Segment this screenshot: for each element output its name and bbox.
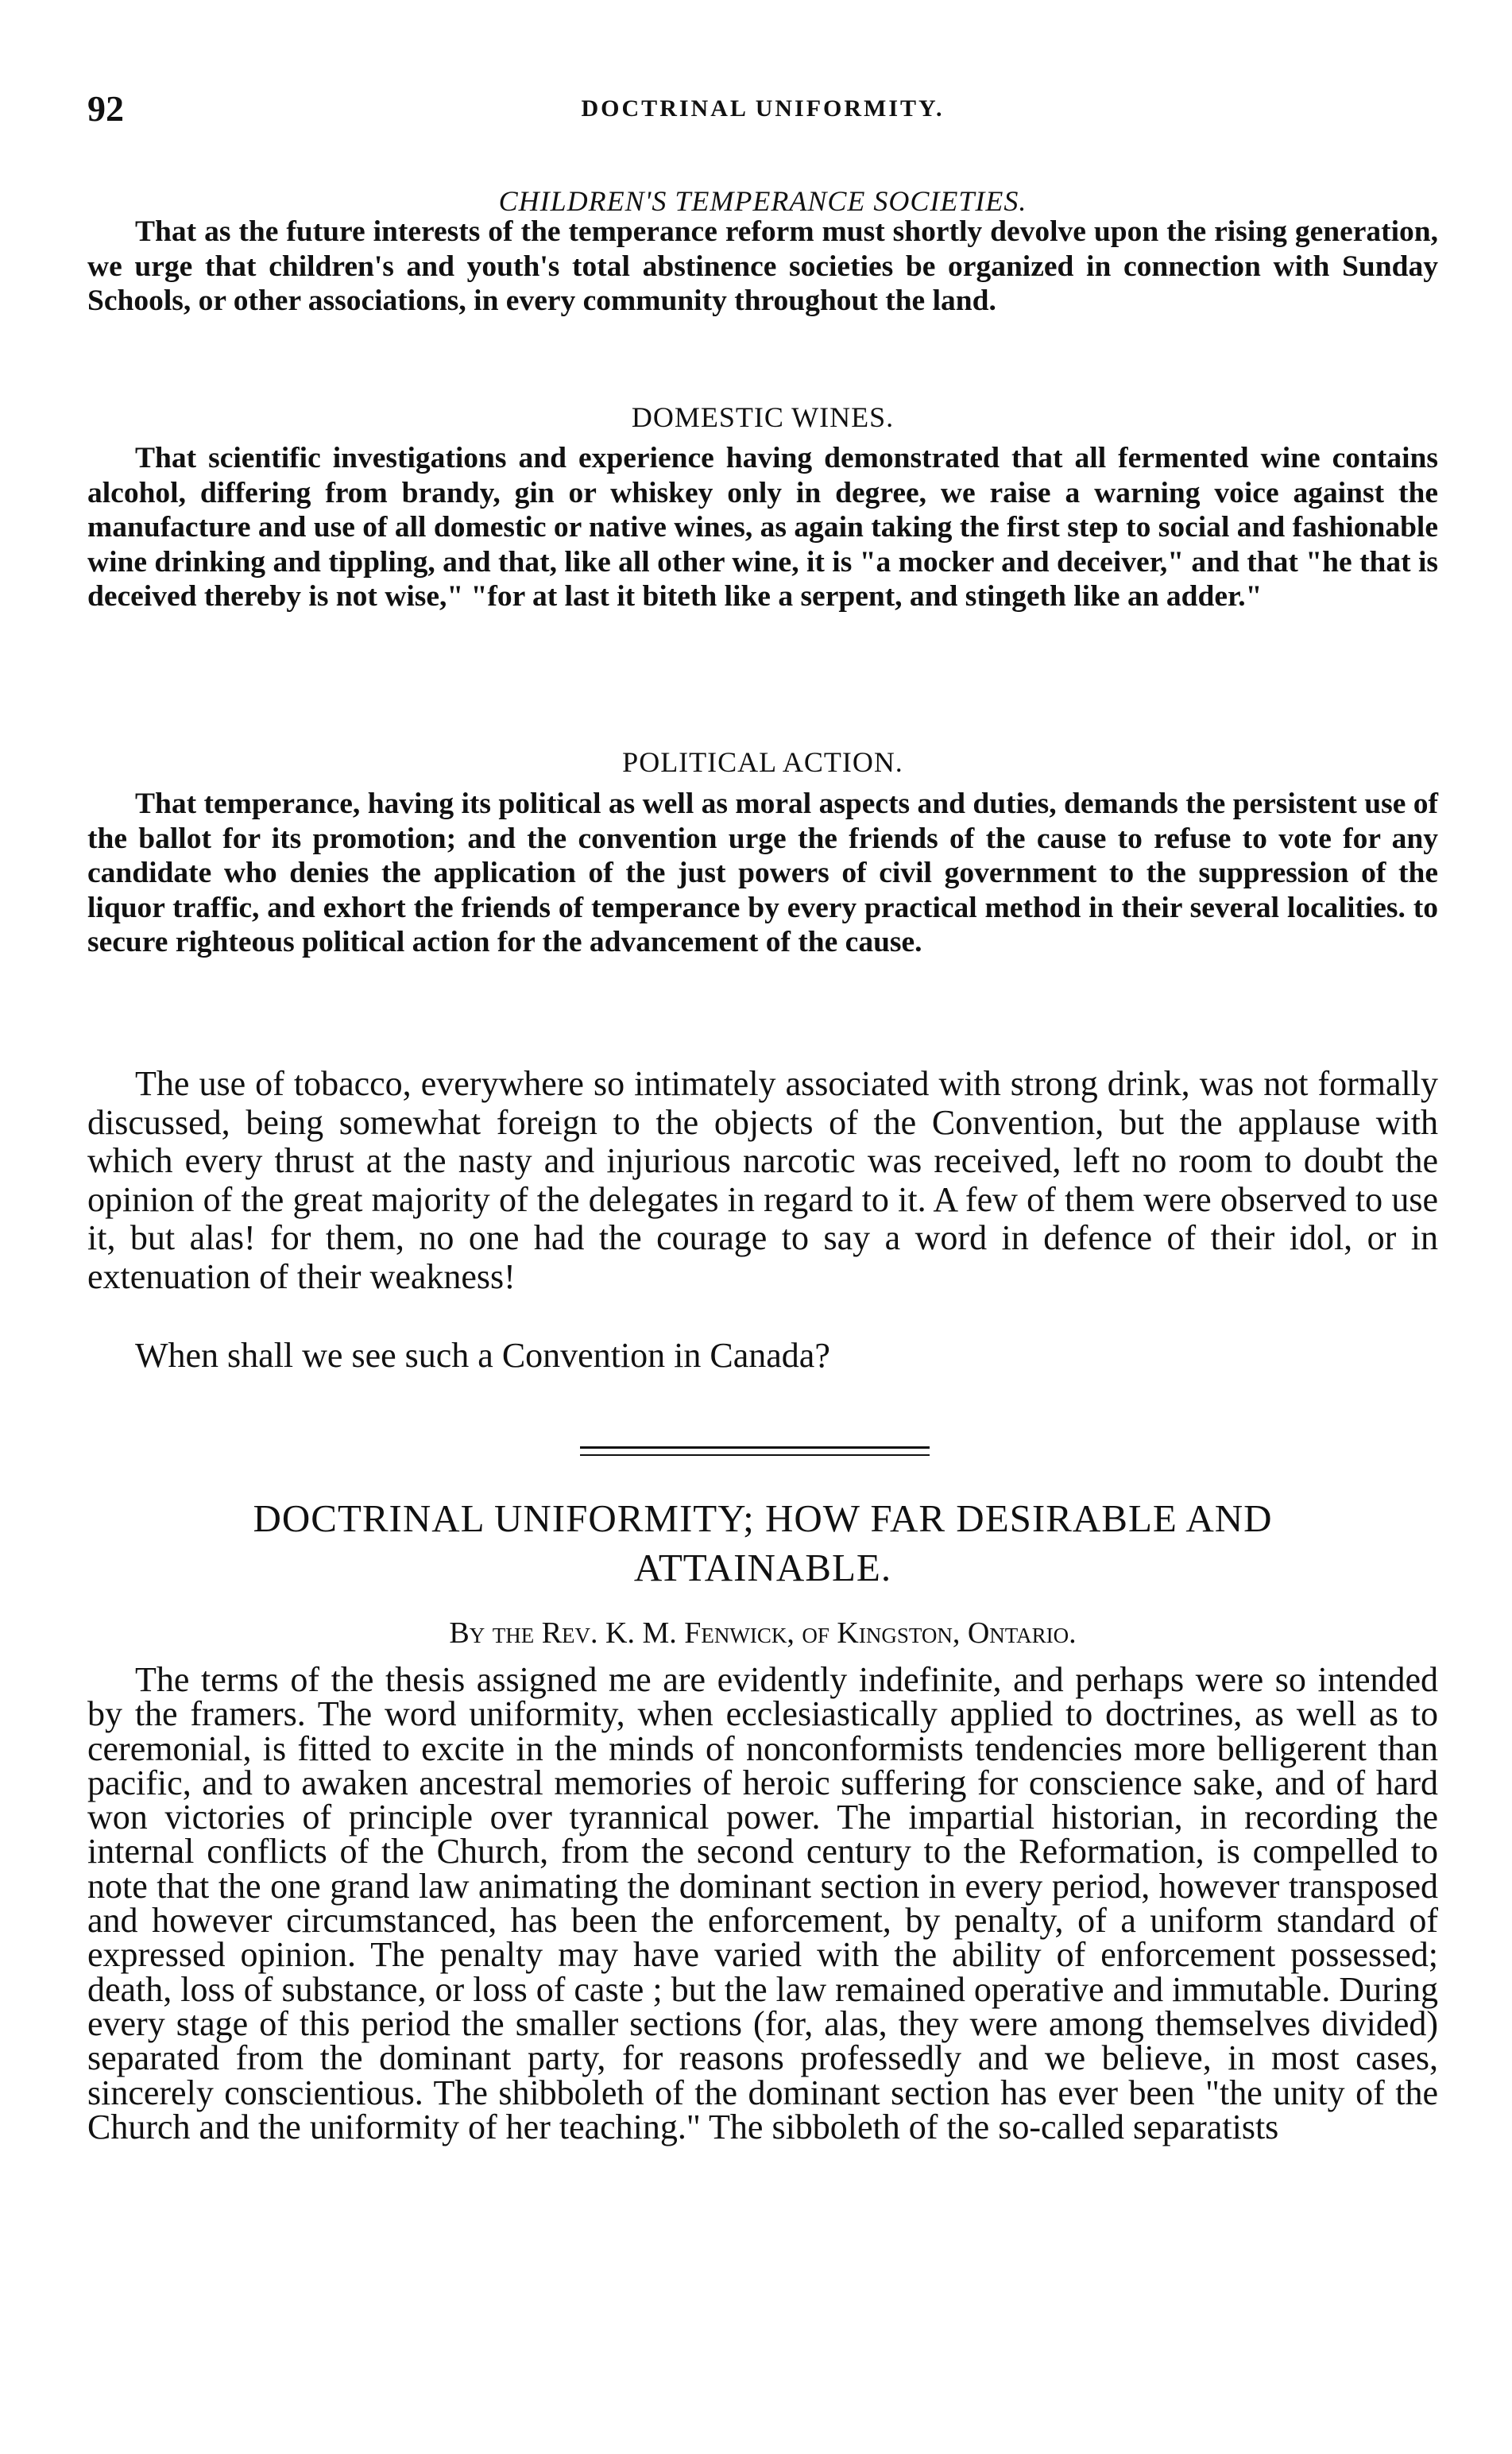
tobacco-paragraph: The use of tobacco, everywhere so intimately associated with strong drink, was not formally discussed, being somewhat foreign to the objects of the Convention, but the applause with which every thrust at the nasty and injurious narcotic was received, left no room to doubt the opinion of the great majority of the delegates in regard to it. A few of them were observed to use it, but alas! for them, no one had the courage to say a word in defence of their idol, or in extenuation of their weakness! xyxy=(87,1064,1438,1296)
page-number: 92 xyxy=(87,88,124,129)
section-text-political-action: That temperance, having its political as well as moral aspects and duties, demands the persistent use of the ballot for its promotion; and the convention urge the friends of the cause to refuse to vote for any candidate who denies the application of the just powers of civil government to the suppression of the liquor traffic, and exhort the friends of temperance by every practical method in their several localities. to secure righteous political action for the advancement of the cause. xyxy=(87,788,1438,958)
running-title: DOCTRINAL UNIFORMITY. xyxy=(581,95,945,122)
section-text-domestic-wines: That scientific investigations and experience having demonstrated that all fermented wine contains alcohol, differing from brandy, gin or whiskey only in degree, we raise a warning voice against the manufacture and use of all domestic or native wines, as again taking the first step to social and fashionable wine drinking and tippling, and that, like all other wine, it is "a mocker and deceiver," and that "he that is deceived thereby is not wise," "for at last it biteth like a serpent, and stingeth like an adder." xyxy=(87,442,1438,613)
closing-question: When shall we see such a Convention in Canada? xyxy=(135,1336,830,1375)
article-body: The terms of the thesis assigned me are evidently indefinite, and perhaps were so intended by the framers. The word uniformity, when ecclesiastically applied to doctrines, as well as to ceremonial, is fitted to excite in the minds of nonconformists tendencies more belligerent than pacific, and to awaken ancestral memories of heroic suffering for conscience sake, and of hard won victories of principle over tyrannical power. The impartial historian, in recording the internal conflicts of the Church, from the second century to the Reformation, is compelled to note that the one grand law animating the dominant section in every period, however transposed and however circumstanced, has been the enforcement, by penalty, of a uniform standard of expressed opinion. The penalty may have varied with the ability of enforcement possessed; death, loss of substance, or loss of caste ; but the law remained operative and immutable. During every stage of this period the smaller sections (for, alas, they were among themselves divided) separated from the dominant party, for reasons professedly and we believe, in most cases, sincerely conscientious. The shibboleth of the dominant section has ever been "the unity of the Church and the uniformity of her teaching." The sibboleth of the so-called separatists xyxy=(87,1660,1438,2146)
section-heading-childrens-temperance: CHILDREN'S TEMPERANCE SOCIETIES. xyxy=(498,185,1027,217)
section-heading-political-action: POLITICAL ACTION. xyxy=(622,746,903,778)
running-head xyxy=(87,87,1438,135)
section-text-childrens-temperance: That as the future interests of the temperance reform must shortly devolve upon the rising generation, we urge that children's and youth's total abstinence societies be organized in connection with Sunday Schools, or other associations, in every community throughout the land. xyxy=(87,215,1438,317)
section-divider-double xyxy=(580,1454,930,1456)
article-title: DOCTRINAL UNIFORMITY; HOW FAR DESIRABLE AND ATTAINABLE. xyxy=(253,1496,1273,1589)
section-divider xyxy=(580,1446,930,1449)
section-heading-domestic-wines: DOMESTIC WINES. xyxy=(631,401,895,433)
article-byline: By the Rev. K. M. Fenwick, of Kingston, Ontario. xyxy=(449,1616,1077,1650)
